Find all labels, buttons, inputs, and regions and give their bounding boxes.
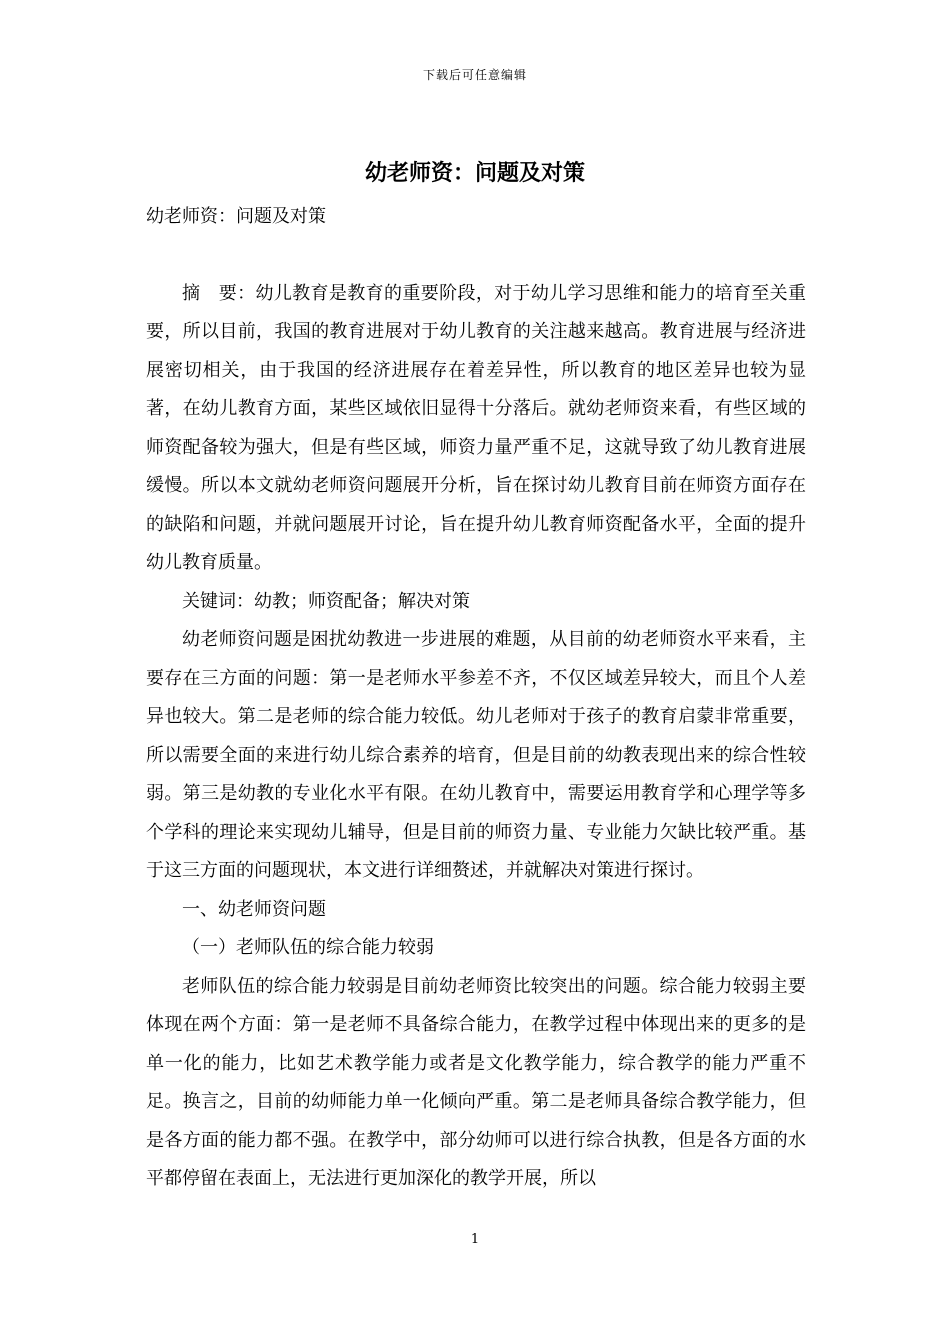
intro-paragraph: 幼老师资问题是困扰幼教进一步进展的难题，从目前的幼老师资水平来看，主要存在三方面的问题：第一是老师水平参差不齐，不仅区域差异较大，而且个人差异也较大。第二是老师的综合能力较低。幼儿老师对于孩子的教育启蒙非常重要，所以需要全面的来进行幼儿综合素养的培育，但是目前的幼教表现出来的综合性较弱。第三是幼教的专业化水平有限。在幼儿教育中，需要运用教育学和心理学等多个学科的理论来实现幼儿辅导，但是目前的师资力量、专业能力欠缺比较严重。基于这三方面的问题现状，本文进行详细赘述，并就解决对策进行探讨。 (146, 629, 806, 881)
keywords-line: 关键词：幼教；师资配备；解决对策 (182, 590, 470, 612)
subsection-heading: （一）老师队伍的综合能力较弱 (182, 937, 434, 958)
document-subtitle: 幼老师资：问题及对策 (146, 206, 326, 227)
document-body (146, 198, 806, 1199)
subsection-paragraph: 老师队伍的综合能力较弱是目前幼老师资比较突出的问题。综合能力较弱主要体现在两个方面：第一是老师不具备综合能力，在教学过程中体现出来的更多的是单一化的能力，比如艺术教学能力或者是文化教学能力，综合教学的能力严重不足。换言之，目前的幼师能力单一化倾向严重。第二是老师具备综合教学能力，但是各方面的能力都不强。在教学中，部分幼师可以进行综合执教，但是各方面的水平都停留在表面上，无法进行更加深化的教学开展，所以 (146, 975, 806, 1189)
abstract-paragraph: 摘 要：幼儿教育是教育的重要阶段，对于幼儿学习思维和能力的培育至关重要，所以目前，我国的教育进展对于幼儿教育的关注越来越高。教育进展与经济进展密切相关，由于我国的经济进展存在着差异性，所以教育的地区差异也较为显著，在幼儿教育方面，某些区域依旧显得十分落后。就幼老师资来看，有些区域的师资配备较为强大，但是有些区域，师资力量严重不足，这就导致了幼儿教育进展缓慢。所以本文就幼老师资问题展开分析，旨在探讨幼儿教育目前在师资方面存在的缺陷和问题，并就问题展开讨论，旨在提升幼儿教育师资配备水平，全面的提升幼儿教育质量。 (146, 282, 806, 573)
section-heading: 一、幼老师资问题 (182, 898, 326, 920)
document-title: 幼老师资：问题及对策 (364, 160, 585, 186)
header-note: 下载后可任意编辑 (422, 68, 527, 82)
page-number: 1 (470, 1232, 480, 1247)
